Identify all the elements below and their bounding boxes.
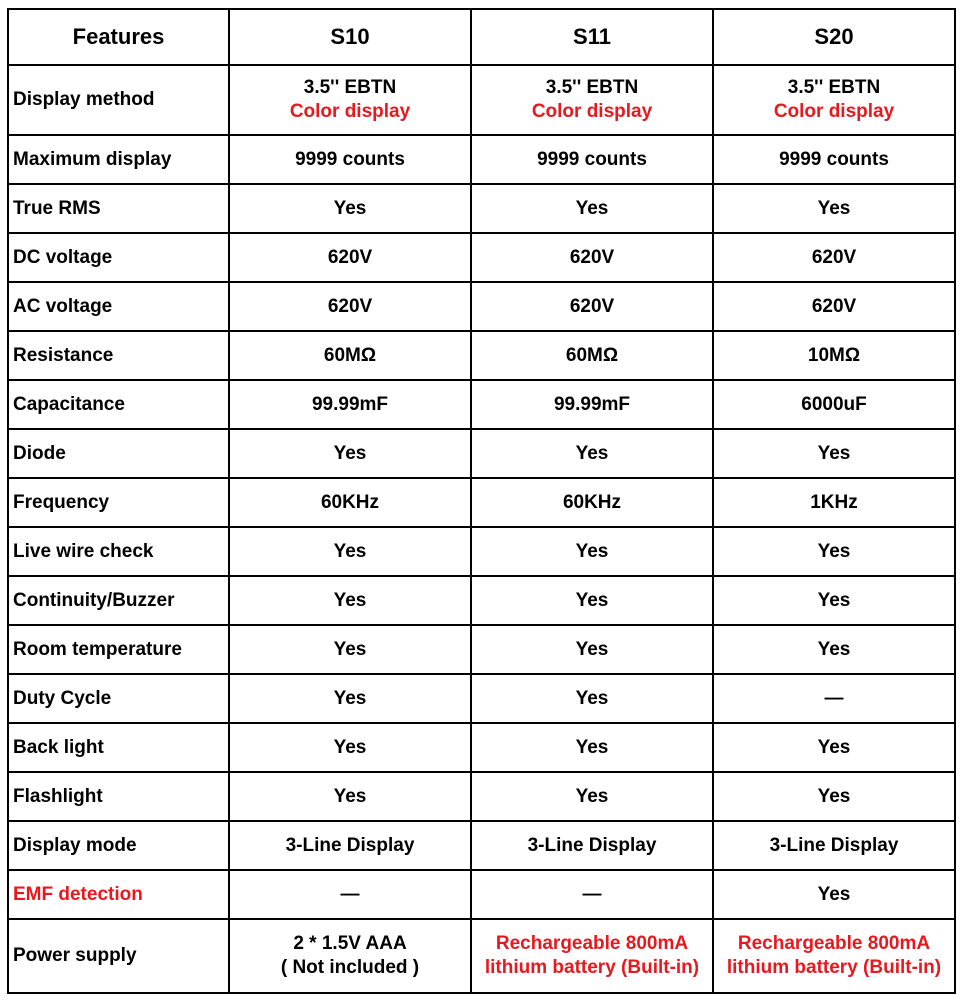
header-model-s11: S11 [471, 9, 713, 65]
row-label: Continuity/Buzzer [8, 576, 229, 625]
row-label: Maximum display [8, 135, 229, 184]
cell-line1: 3.5'' EBTN [787, 77, 881, 98]
cell-line1-highlight: Rechargeable 800mA [495, 933, 689, 954]
cell-line2-highlight: lithium battery (Built-in) [726, 957, 942, 978]
cell-s10: 3-Line Display [229, 821, 471, 870]
table-row [8, 723, 955, 772]
table-row [8, 576, 955, 625]
cell-s20: 6000uF [713, 380, 955, 429]
table-row [8, 870, 955, 919]
row-label: AC voltage [8, 282, 229, 331]
cell-s10: Yes [229, 625, 471, 674]
cell-s11: Yes [471, 429, 713, 478]
cell-s11: Yes [471, 527, 713, 576]
cell-s11: Yes [471, 723, 713, 772]
cell-s11 [471, 919, 713, 993]
row-label: Flashlight [8, 772, 229, 821]
cell-s11: 620V [471, 233, 713, 282]
cell-line1: 3.5'' EBTN [303, 77, 397, 98]
cell-s10: Yes [229, 576, 471, 625]
cell-s20: 620V [713, 233, 955, 282]
row-label: Display mode [8, 821, 229, 870]
row-label: Live wire check [8, 527, 229, 576]
header-model-s20: S20 [713, 9, 955, 65]
row-label: Room temperature [8, 625, 229, 674]
cell-s20: 9999 counts [713, 135, 955, 184]
header-model-s10: S10 [229, 9, 471, 65]
table-row [8, 527, 955, 576]
cell-s11: 3-Line Display [471, 821, 713, 870]
cell-s20: 1KHz [713, 478, 955, 527]
cell-s10: Yes [229, 527, 471, 576]
header-row [8, 9, 955, 65]
cell-s20 [713, 65, 955, 135]
cell-line1-highlight: Rechargeable 800mA [737, 933, 931, 954]
cell-s11: 60KHz [471, 478, 713, 527]
row-label: Capacitance [8, 380, 229, 429]
cell-line2-highlight: Color display [289, 101, 411, 122]
cell-s11: Yes [471, 772, 713, 821]
cell-s10 [229, 65, 471, 135]
cell-line1: 3.5'' EBTN [545, 77, 639, 98]
row-label: Duty Cycle [8, 674, 229, 723]
cell-s20: Yes [713, 772, 955, 821]
cell-s10: Yes [229, 184, 471, 233]
cell-s10: 99.99mF [229, 380, 471, 429]
cell-s10: 620V [229, 282, 471, 331]
comparison-table-wrapper [7, 8, 956, 994]
row-label: Display method [8, 65, 229, 135]
cell-s20: Yes [713, 429, 955, 478]
table-row [8, 429, 955, 478]
cell-s10: Yes [229, 772, 471, 821]
row-label: Power supply [8, 919, 229, 993]
table-row [8, 331, 955, 380]
cell-s10: 620V [229, 233, 471, 282]
cell-s20: Yes [713, 723, 955, 772]
table-row [8, 282, 955, 331]
header-features: Features [8, 9, 229, 65]
cell-s11: Yes [471, 184, 713, 233]
table-row [8, 380, 955, 429]
cell-s20: 620V [713, 282, 955, 331]
cell-line2-highlight: Color display [531, 101, 653, 122]
cell-s10: Yes [229, 429, 471, 478]
table-row [8, 674, 955, 723]
cell-s11: 9999 counts [471, 135, 713, 184]
table-row [8, 478, 955, 527]
row-label: Resistance [8, 331, 229, 380]
cell-s20: Yes [713, 576, 955, 625]
cell-line2-highlight: Color display [773, 101, 895, 122]
table-row [8, 184, 955, 233]
cell-s10: 60MΩ [229, 331, 471, 380]
row-label: Back light [8, 723, 229, 772]
table-row [8, 65, 955, 135]
cell-s11: 99.99mF [471, 380, 713, 429]
cell-s10 [229, 919, 471, 993]
cell-s11: Yes [471, 674, 713, 723]
cell-s20: Yes [713, 870, 955, 919]
cell-s11: Yes [471, 625, 713, 674]
cell-s20: — [713, 674, 955, 723]
cell-s20 [713, 919, 955, 993]
row-label: True RMS [8, 184, 229, 233]
cell-line2: ( Not included ) [280, 957, 420, 978]
row-label: Frequency [8, 478, 229, 527]
table-row [8, 821, 955, 870]
cell-s10: Yes [229, 674, 471, 723]
row-label-highlight: EMF detection [8, 870, 229, 919]
cell-s11 [471, 65, 713, 135]
cell-s10: — [229, 870, 471, 919]
table-row [8, 919, 955, 993]
feature-comparison-table [7, 8, 956, 994]
cell-s11: Yes [471, 576, 713, 625]
row-label: Diode [8, 429, 229, 478]
table-row [8, 135, 955, 184]
cell-s11: — [471, 870, 713, 919]
cell-s20: 3-Line Display [713, 821, 955, 870]
cell-s20: Yes [713, 527, 955, 576]
cell-line2-highlight: lithium battery (Built-in) [484, 957, 700, 978]
cell-s11: 60MΩ [471, 331, 713, 380]
cell-s10: Yes [229, 723, 471, 772]
cell-s20: 10MΩ [713, 331, 955, 380]
table-row [8, 625, 955, 674]
cell-s10: 9999 counts [229, 135, 471, 184]
cell-s10: 60KHz [229, 478, 471, 527]
cell-s20: Yes [713, 184, 955, 233]
table-row [8, 772, 955, 821]
row-label: DC voltage [8, 233, 229, 282]
table-row [8, 233, 955, 282]
cell-s11: 620V [471, 282, 713, 331]
cell-line1: 2 * 1.5V AAA [293, 933, 407, 954]
cell-s20: Yes [713, 625, 955, 674]
